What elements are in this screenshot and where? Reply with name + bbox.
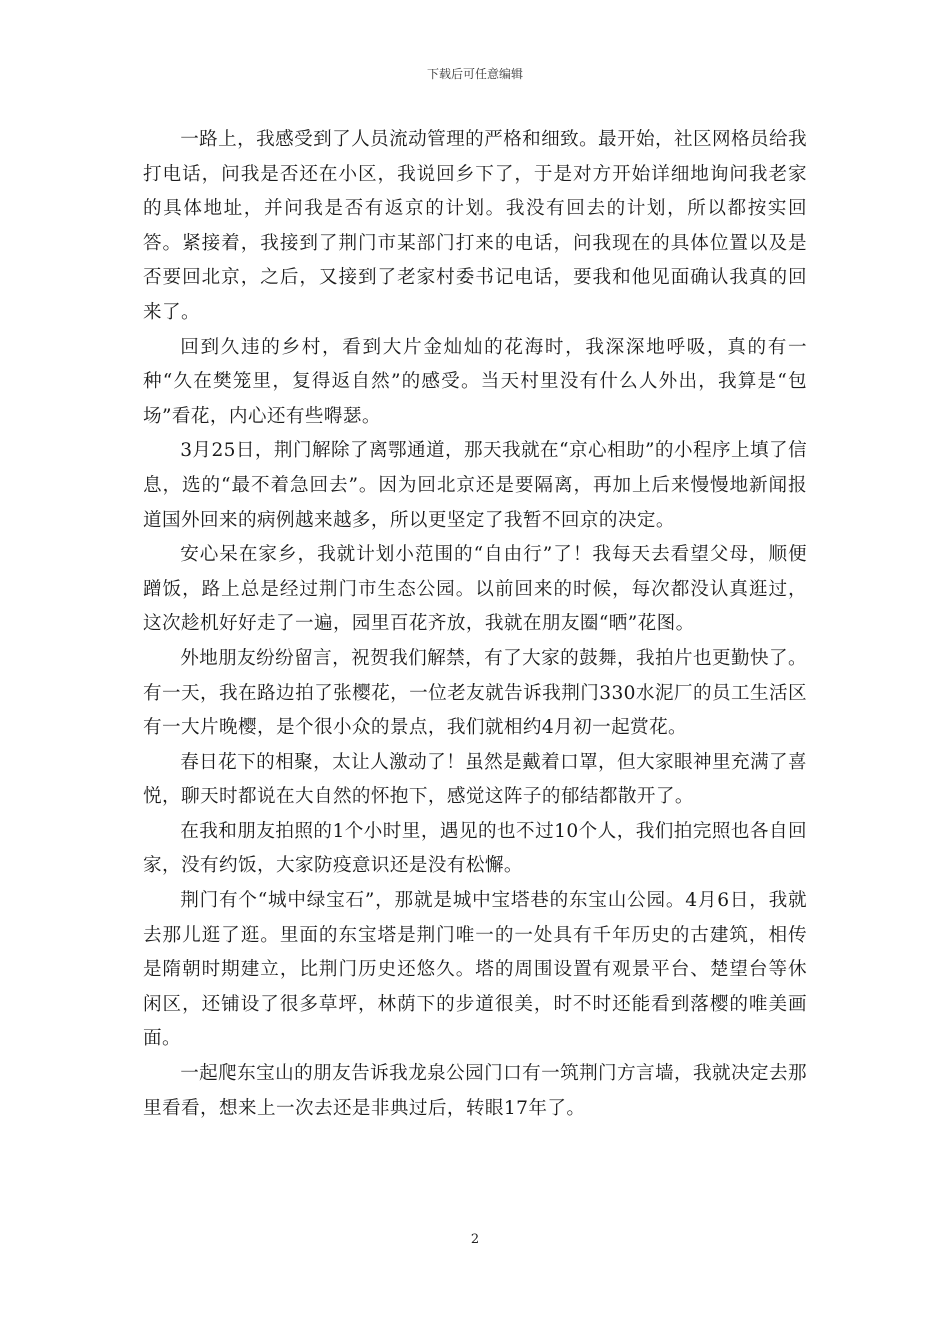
paragraph: 3月25日，荆门解除了离鄂通道，那天我就在“京心相助”的小程序上填了信息，选的“最不着急回去”。因为回北京还是要隔离，再加上后来慢慢地新闻报道国外回来的病例越来越多，所以更坚定了我暂不回京的决定。 — [143, 440, 807, 531]
paragraph: 春日花下的相聚，太让人激动了！虽然是戴着口罩，但大家眼神里充满了喜悦，聊天时都说在大自然的怀抱下，感觉这阵子的郁结都散开了。 — [143, 751, 807, 808]
paragraph: 荆门有个“城中绿宝石”，那就是城中宝塔巷的东宝山公园。4月6日，我就去那儿逛了逛。里面的东宝塔是荆门唯一的一处具有千年历史的古建筑，相传是隋朝时期建立，比荆门历史还悠久。塔的周围设置有观景平台、楚望台等休闲区，还铺设了很多草坪，林荫下的步道很美，时不时还能看到落樱的唯美画面。 — [143, 890, 807, 1050]
paragraph: 外地朋友纷纷留言，祝贺我们解禁，有了大家的鼓舞，我拍片也更勤快了。有一天，我在路边拍了张樱花，一位老友就告诉我荆门330水泥厂的员工生活区有一大片晚樱，是个很小众的景点，我们就相约4月初一起赏花。 — [143, 647, 807, 739]
paragraph: 回到久违的乡村，看到大片金灿灿的花海时，我深深地呼吸，真的有一种“久在樊笼里，复得返自然”的感受。当天村里没有什么人外出，我算是“包场”看花，内心还有些嘚瑟。 — [143, 336, 807, 427]
document-body — [143, 123, 807, 1126]
paragraph: 一起爬东宝山的朋友告诉我龙泉公园门口有一筑荆门方言墙，我就决定去那里看看，想来上一次去还是非典过后，转眼17年了。 — [143, 1063, 807, 1119]
paragraph: 在我和朋友拍照的1个小时里，遇见的也不过10个人，我们拍完照也各自回家，没有约饭，大家防疫意识还是没有松懈。 — [143, 820, 807, 877]
page-number: 2 — [470, 1232, 480, 1247]
paragraph: 一路上，我感受到了人员流动管理的严格和细致。最开始，社区网格员给我打电话，问我是否还在小区，我说回乡下了，于是对方开始详细地询问我老家的具体地址，并问我是否有返京的计划。我没有回去的计划，所以都按实回答。紧接着，我接到了荆门市某部门打来的电话，问我现在的具体位置以及是否要回北京，之后，又接到了老家村委书记电话，要我和他见面确认我真的回来了。 — [143, 129, 807, 323]
page-header: 下载后可任意编辑 — [426, 67, 523, 81]
paragraph: 安心呆在家乡，我就计划小范围的“自由行”了！我每天去看望父母，顺便蹭饭，路上总是经过荆门市生态公园。以前回来的时候，每次都没认真逛过，这次趁机好好走了一遍，园里百花齐放，我就在朋友圈“晒”花图。 — [143, 544, 807, 635]
